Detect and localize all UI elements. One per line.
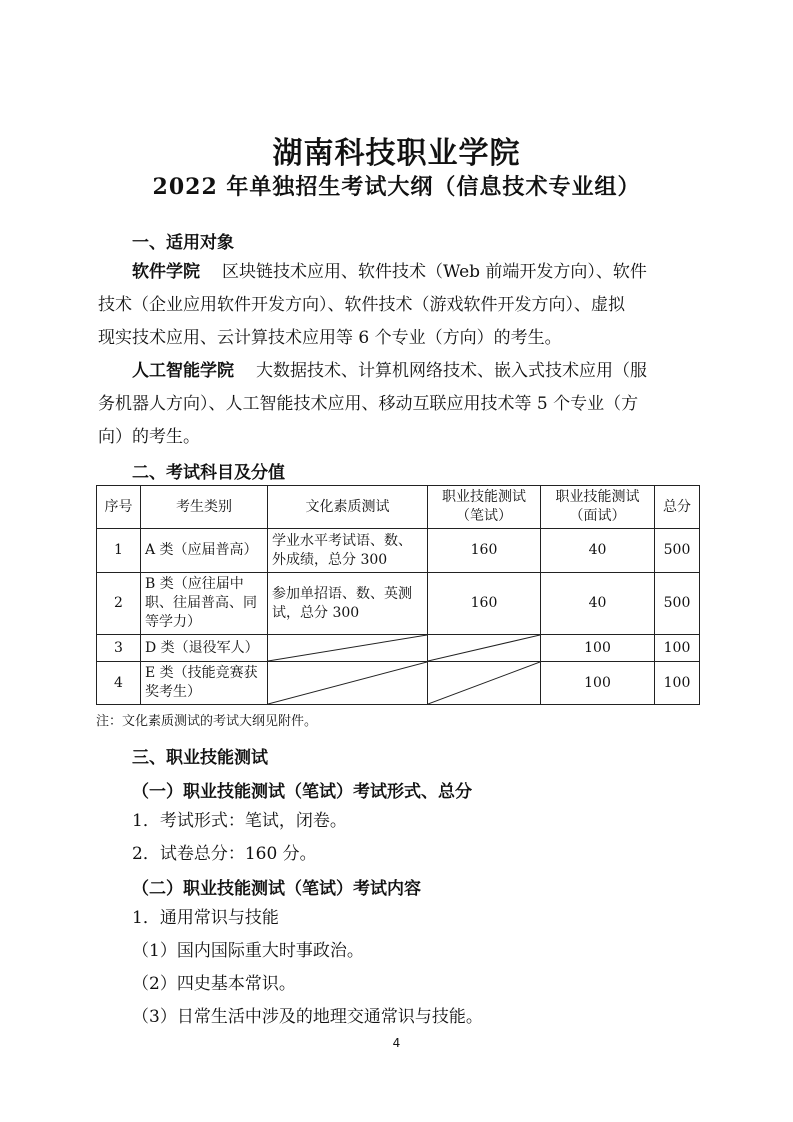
row-1-written: 160 (428, 529, 541, 573)
paragraph-software-line-3: 现实技术应用、云计算技术应用等 6 个专业（方向）的考生。 (98, 328, 562, 348)
row-4-interview: 100 (541, 662, 655, 705)
row-2-written: 160 (428, 573, 541, 635)
header-no: 序号 (97, 486, 141, 529)
row-1-culture: 学业水平考试语、数、外成绩，总分 300 (268, 529, 428, 573)
row-3-written-empty (428, 635, 541, 662)
exam-scores-table (96, 485, 700, 705)
list-item: 2．试卷总分：160 分。 (132, 844, 317, 864)
row-4-category: E 类（技能竞赛获奖考生） (141, 662, 268, 705)
row-2-culture: 参加单招语、数、英测试，总分 300 (268, 573, 428, 635)
table-row (97, 529, 700, 573)
row-1-interview: 40 (541, 529, 655, 573)
table-row (97, 662, 700, 705)
header-written: 职业技能测试（笔试） (428, 486, 541, 529)
diagonal-slash (268, 662, 427, 704)
row-2-total: 500 (655, 573, 700, 635)
paragraph-ai-line-2: 务机器人方向）、人工智能技术应用、移动互联应用技术等 5 个专业（方 (98, 394, 639, 414)
header-culture: 文化素质测试 (268, 486, 428, 529)
header-category: 考生类别 (141, 486, 268, 529)
row-4-total: 100 (655, 662, 700, 705)
subsection-1-heading: （一）职业技能测试（笔试）考试形式、总分 (132, 782, 472, 802)
row-3-category: D 类（退役军人） (141, 635, 268, 662)
paragraph-software-line-1 (132, 256, 647, 289)
section-3-heading: 三、职业技能测试 (132, 748, 268, 768)
diagonal-slash (428, 635, 540, 661)
paragraph-ai-line-1 (132, 355, 647, 388)
subsection-2-heading: （二）职业技能测试（笔试）考试内容 (132, 879, 421, 899)
paragraph-ai-line-3: 向）的考生。 (98, 427, 200, 447)
header-total: 总分 (655, 486, 700, 529)
document-subtitle: 2022 年单独招生考试大纲（信息技术专业组） (152, 174, 641, 200)
diagonal-slash (268, 635, 427, 661)
diagonal-slash (428, 662, 540, 704)
document-title: 湖南科技职业学院 (272, 136, 521, 171)
table-row (97, 573, 700, 635)
section-1-heading: 一、适用对象 (132, 233, 234, 253)
list-item: （3）日常生活中涉及的地理交通常识与技能。 (132, 1007, 483, 1027)
row-2-interview: 40 (541, 573, 655, 635)
ai-college-label: 人工智能学院 (132, 361, 234, 381)
section-2-heading: 二、考试科目及分值 (132, 463, 285, 483)
table-note: 注：文化素质测试的考试大纲见附件。 (96, 714, 318, 729)
ai-college-line-1-text: 大数据技术、计算机网络技术、嵌入式技术应用（服 (256, 361, 647, 381)
row-2-no: 2 (97, 573, 141, 635)
row-3-culture-empty (268, 635, 428, 662)
row-3-interview: 100 (541, 635, 655, 662)
row-3-no: 3 (97, 635, 141, 662)
table-row (97, 635, 700, 662)
list-item: 1．考试形式：笔试，闭卷。 (132, 811, 347, 831)
header-interview: 职业技能测试（面试） (541, 486, 655, 529)
table-header-row (97, 486, 700, 529)
row-1-no: 1 (97, 529, 141, 573)
page-number: 4 (392, 1036, 401, 1050)
software-college-label: 软件学院 (132, 262, 200, 282)
list-item: （2）四史基本常识。 (132, 974, 296, 994)
row-2-category: B 类（应往届中职、往届普高、同等学力） (141, 573, 268, 635)
software-college-line-1-text: 区块链技术应用、软件技术（Web 前端开发方向）、软件 (222, 262, 647, 282)
row-1-total: 500 (655, 529, 700, 573)
row-1-category: A 类（应届普高） (141, 529, 268, 573)
row-4-culture-empty (268, 662, 428, 705)
row-4-written-empty (428, 662, 541, 705)
list-item: （1）国内国际重大时事政治。 (132, 941, 364, 961)
paragraph-software-line-2: 技术（企业应用软件开发方向）、软件技术（游戏软件开发方向）、虚拟 (98, 295, 625, 315)
row-4-no: 4 (97, 662, 141, 705)
row-3-total: 100 (655, 635, 700, 662)
list-item: 1．通用常识与技能 (132, 908, 279, 928)
